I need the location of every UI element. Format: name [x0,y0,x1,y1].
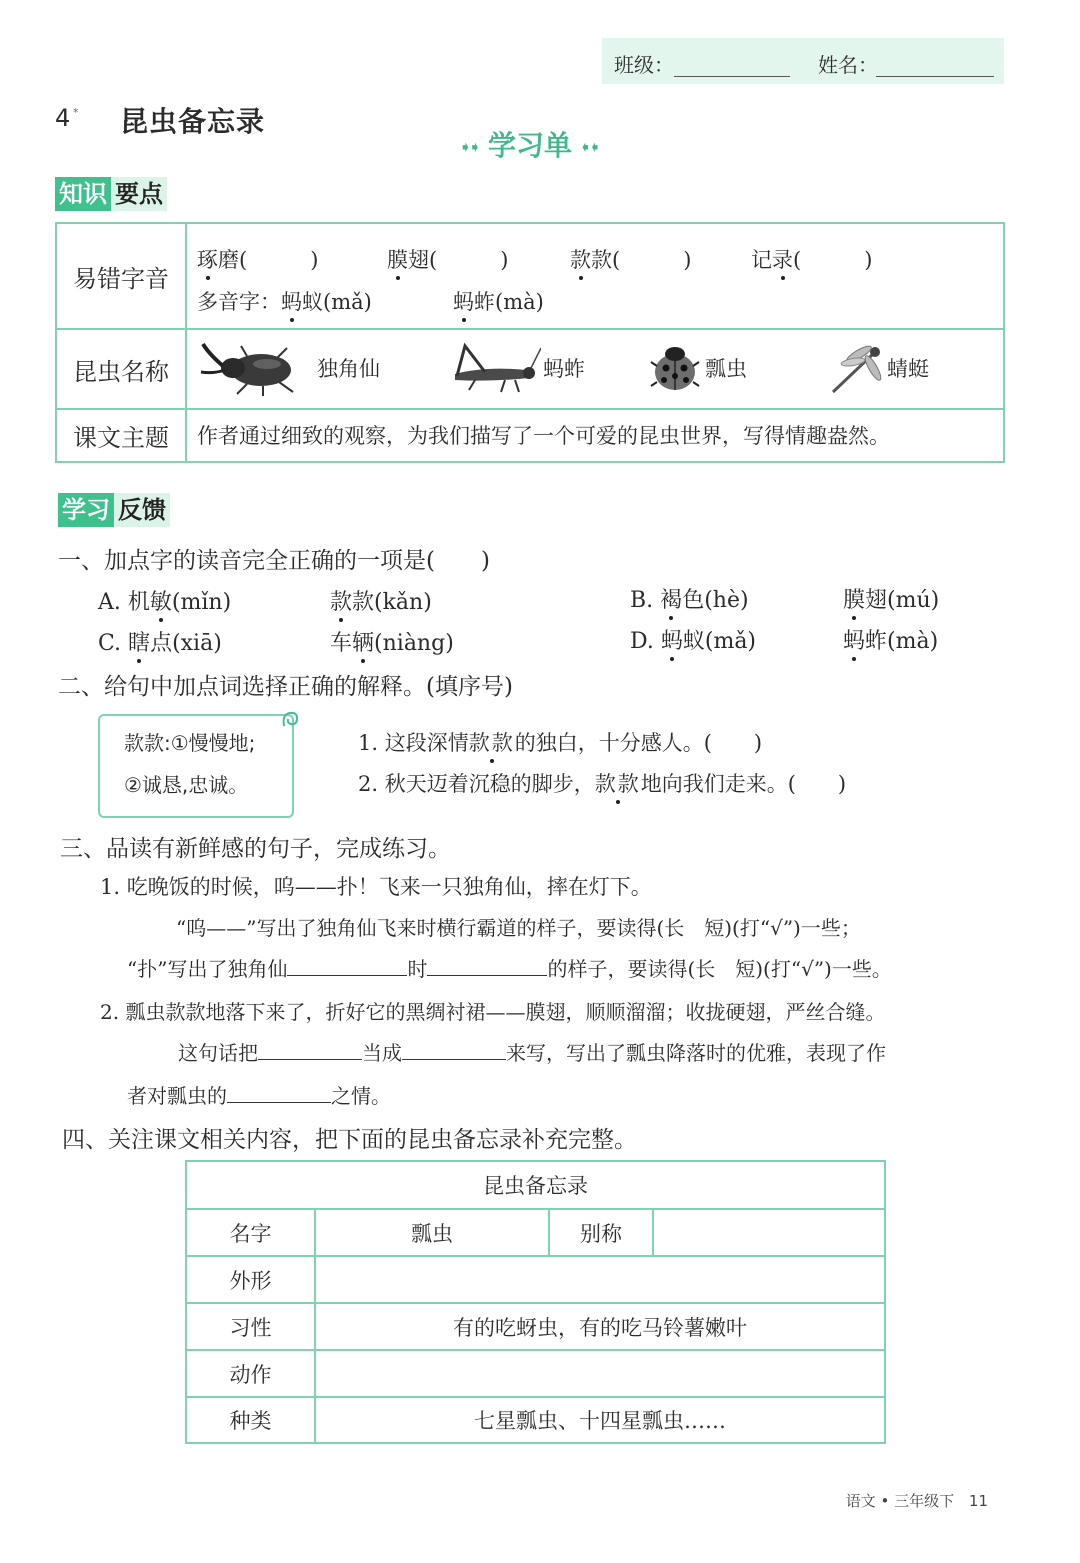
footer-text: 语文 • 三年级下 [845,1492,955,1510]
feedback-section-tag [58,493,170,527]
pronunciation-row [57,224,1003,330]
q2-sentence-2: 2. 秋天迈着沉稳的脚步，款款地向我们走来。( ) [358,768,846,798]
theme-cell [187,410,1003,461]
knowledge-tag-green: 知识 [55,177,111,211]
arrows-left-icon: ➧➧ [459,138,479,156]
definition-line: ②诚恳,忠诚。 [124,773,249,797]
memo-row-value: 有的吃蚜虫，有的吃马铃薯嫩叶 [453,1315,747,1340]
q3-sentence-1: 1. 吃晚饭的时候，呜——扑！飞来一只独角仙，摔在灯下。 [100,875,652,899]
name-strip [602,38,1004,84]
blank-field[interactable] [258,1038,362,1060]
word-item: 记录( ) [751,244,872,274]
memo-alias-label: 别称 [550,1210,654,1255]
q1-option-c[interactable]: C. 瞎点(xiā) [98,626,222,657]
knowledge-table [55,222,1005,463]
q3-analysis-1a: “呜——”写出了独角仙飞来时横行霸道的样子，要读得(长 短)(打“√”)一些； [176,916,861,940]
worksheet-title-text: 学习单 [487,129,572,162]
q1-option-a[interactable]: A. 机敏(mǐn) [98,585,231,616]
memo-row-label: 习性 [187,1304,316,1349]
clip-icon [280,710,302,730]
name-blank[interactable] [876,76,994,77]
insects-row [57,330,1003,410]
definition-box [98,714,294,818]
blank-field[interactable] [227,1081,331,1103]
definition-line: 款款:①慢慢地; [124,731,256,755]
q1-option-d[interactable]: D. 蚂蚁(mǎ) [630,624,756,655]
q2-sentence-1: 1. 这段深情款款的独白，十分感人。( ) [358,727,762,757]
blank-field[interactable] [402,1038,506,1060]
rhinoceros-beetle-icon [197,340,315,396]
insect-dragonfly [829,340,929,396]
grasshopper-icon [445,340,541,396]
q3-analysis-2a: 这句话把 当成 来写，写出了瓢虫降落时的优雅，表现了作 [178,1037,886,1066]
insects-cell [187,330,1003,408]
insect-ladybug [647,340,747,396]
memo-name-label: 名字 [187,1210,316,1255]
blank-field[interactable] [287,954,407,976]
polyphone-label: 多音字： [197,290,281,314]
insect-beetle [197,340,380,396]
lesson-title: 昆虫备忘录 [120,105,266,138]
knowledge-tag-white: 要点 [111,177,167,211]
feedback-tag-white: 反馈 [114,493,170,527]
insect-name: 独角仙 [317,357,380,381]
page-footer [846,1490,988,1511]
memo-row-label: 外形 [187,1257,316,1302]
word-item: 款款( ) [570,244,691,274]
dragonfly-icon [829,340,885,396]
memo-row-label: 种类 [187,1398,316,1442]
memo-name-row [187,1210,884,1257]
word-item: 琢磨( ) [197,244,318,274]
q1-option-b-word2: 膜翅(mú) [843,583,939,614]
q2-title: 二、给句中加点词选择正确的解释。(填序号) [58,674,513,700]
insect-name: 蜻蜓 [887,357,929,381]
insects-head: 昆虫名称 [57,330,187,408]
word-item: 膜翅( ) [387,244,508,274]
insect-name: 蚂蚱 [543,357,585,381]
memo-name-value: 瓢虫 [316,1210,550,1255]
theme-head: 课文主题 [57,410,187,461]
lesson-number: 4 [55,104,71,132]
insect-name: 瓢虫 [705,357,747,381]
q4-title: 四、关注课文相关内容，把下面的昆虫备忘录补充完整。 [62,1127,637,1153]
memo-row [187,1398,884,1442]
memo-title-row [187,1162,884,1210]
q1-option-d-word2: 蚂蚱(mà) [843,624,938,655]
worksheet-title [430,124,630,164]
memo-row-value[interactable] [316,1351,884,1396]
q3-title: 三、品读有新鲜感的句子，完成练习。 [60,836,451,862]
q3-analysis-1b: “扑”写出了独角仙 时 的样子，要读得(长 短)(打“√”)一些。 [127,953,892,982]
memo-row-label: 动作 [187,1351,316,1396]
class-blank[interactable] [674,76,790,77]
lesson-star: * [73,106,79,119]
polyphone-item: 蚂蚱(mà) [453,286,544,316]
q1-option-a-word2: 款款(kǎn) [330,585,432,616]
memo-row [187,1257,884,1304]
memo-table [185,1160,886,1444]
q3-sentence-2: 2. 瓢虫款款地落下来了，折好它的黑绸衬裙——膜翅，顺顺溜溜；收拢硬翅，严丝合缝。 [100,1000,886,1024]
theme-row [57,410,1003,461]
name-label: 姓名： [818,53,878,77]
q1-option-b[interactable]: B. 褐色(hè) [630,583,749,614]
memo-alias-value[interactable] [654,1210,884,1255]
blank-field[interactable] [427,954,547,976]
memo-row [187,1351,884,1398]
knowledge-section-tag [55,177,167,211]
ladybug-icon [647,340,703,396]
arrows-right-icon: ➧➧ [581,138,601,156]
q1-title: 一、加点字的读音完全正确的一项是( ) [58,548,490,574]
memo-row-value[interactable] [316,1257,884,1302]
memo-title: 昆虫备忘录 [483,1174,588,1198]
feedback-tag-green: 学习 [58,493,114,527]
memo-row [187,1304,884,1351]
memo-row-value: 七星瓢虫、十四星瓢虫…… [474,1409,726,1433]
insect-grasshopper [445,340,585,396]
class-label: 班级： [614,53,674,77]
polyphone-line: 多音字：蚂蚁(mǎ) [197,286,372,316]
page-number: 11 [968,1492,988,1510]
q1-option-c-word2: 车辆(niàng) [330,626,454,657]
pronunciation-head: 易错字音 [57,224,187,328]
pronunciation-cell [187,224,1003,328]
theme-text: 作者通过细致的观察，为我们描写了一个可爱的昆虫世界，写得情趣盎然。 [197,424,890,448]
q3-analysis-2b: 者对瓢虫的 之情。 [127,1080,391,1109]
